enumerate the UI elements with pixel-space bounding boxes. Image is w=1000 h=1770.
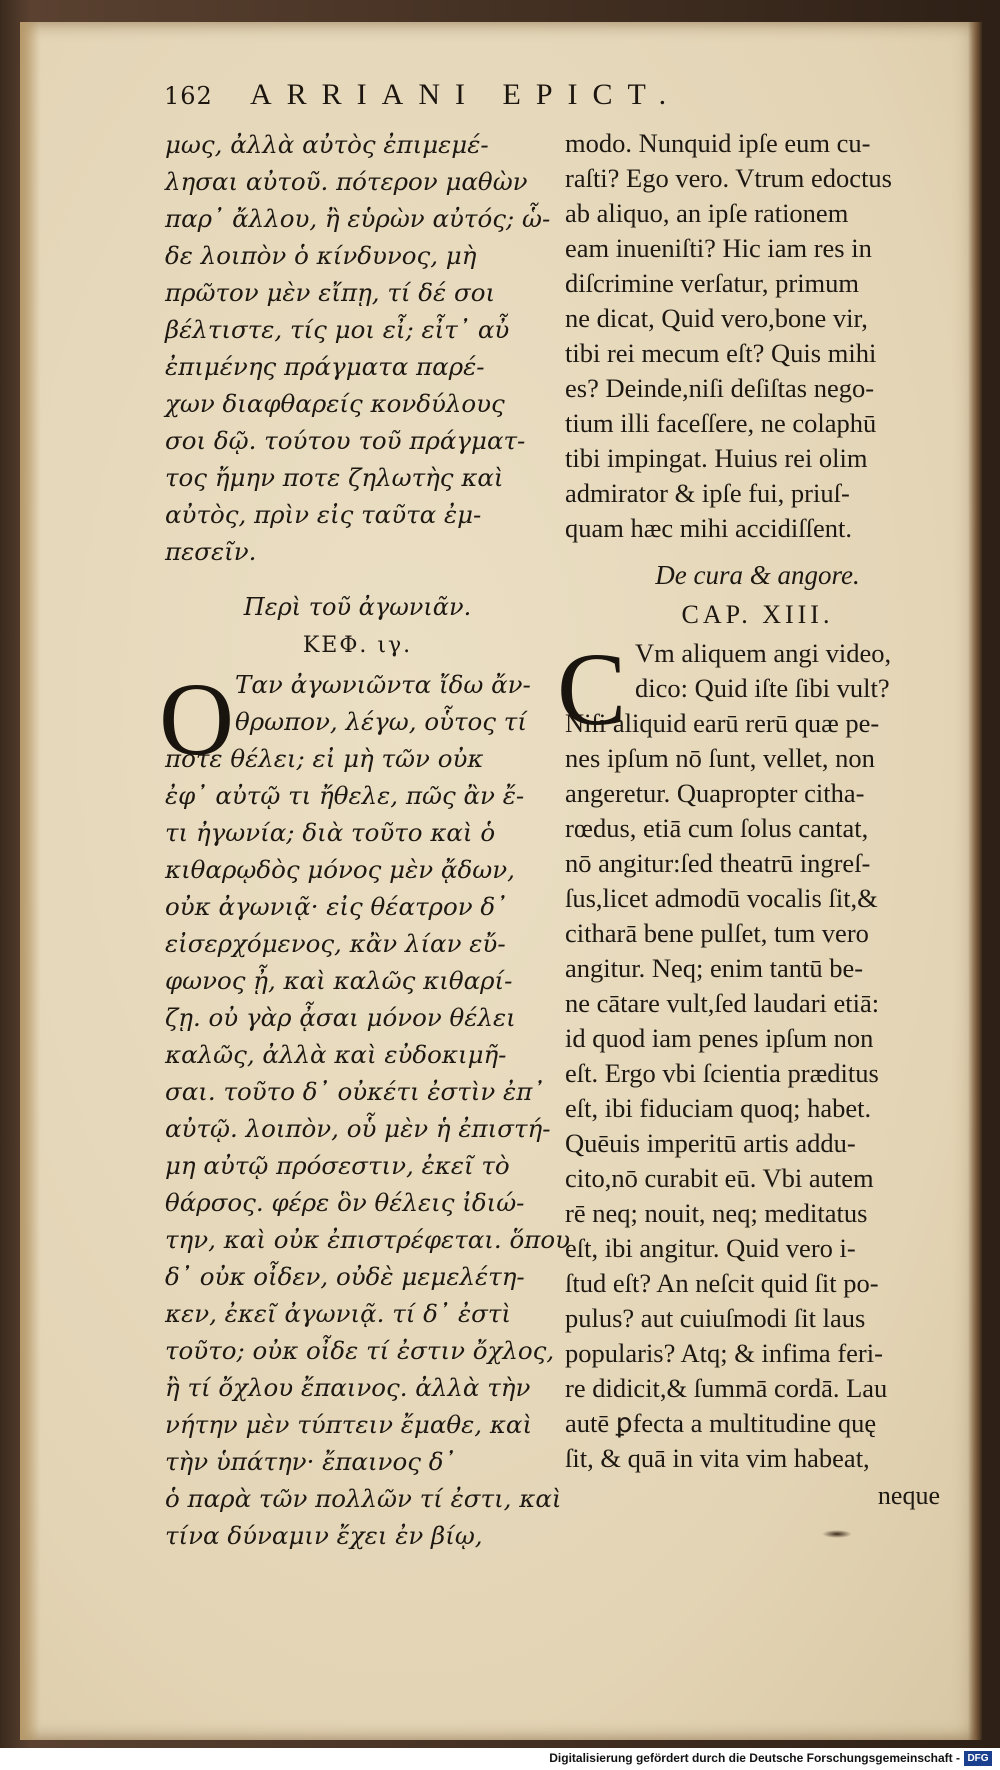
text-line: eſt, ibi fiduciam quoq; habet. bbox=[565, 1093, 872, 1123]
ink-blot bbox=[822, 1530, 852, 1538]
text-line: κεν, ἐκεῖ ἀγωνιᾷ. τί δ᾽ ἐστὶ bbox=[165, 1299, 511, 1328]
text-line: δε λοιπὸν ὁ κίνδυνος, μὴ bbox=[165, 241, 477, 270]
text-line: τι ἠγωνία; διὰ τοῦτο καὶ ὁ bbox=[165, 818, 496, 847]
text-line: ποτε θέλει; εἰ μὴ τῶν οὐκ bbox=[165, 744, 484, 773]
text-line: εἰσερχόμενος, κἂν λίαν εὔ- bbox=[165, 929, 506, 958]
dfg-logo: DFG bbox=[964, 1751, 992, 1766]
text-line: dico: Quid iſte ſibi vult? bbox=[635, 673, 890, 703]
text-line: quam hæc mihi accidiſſent. bbox=[565, 513, 853, 543]
text-line: popularis? Atq; & infima feri- bbox=[565, 1338, 883, 1368]
text-line: nes ipſum nō ſunt, vellet, non bbox=[565, 743, 875, 773]
text-line: Quēuis imperitū artis addu- bbox=[565, 1128, 856, 1158]
text-line: τίνα δύναμιν ἔχει ἐν βίῳ, bbox=[165, 1521, 483, 1550]
text-line: οὐκ ἀγωνιᾷ· εἰς θέατρον δ᾽ bbox=[165, 892, 508, 921]
text-line: eſt, ibi angitur. Quid vero i- bbox=[565, 1233, 856, 1263]
text-line: βέλτιστε, τίς μοι εἶ; εἶτ᾽ αὖ bbox=[165, 315, 510, 344]
text-line: μη αὐτῷ πρόσεστιν, ἐκεῖ τὸ bbox=[165, 1151, 510, 1180]
text-line: ſit, & quā in vita vim habeat, bbox=[565, 1443, 870, 1473]
latin-section-title: De cura & angore. bbox=[655, 560, 860, 590]
text-line: angitur. Neq; enim tantū be- bbox=[565, 953, 864, 983]
text-line: Niſi aliquid earū rerū quæ pe- bbox=[565, 708, 880, 738]
text-line: citharā bene pulſet, tum vero bbox=[565, 918, 869, 948]
text-line: ἢ τί ὄχλου ἔπαινος. ἀλλὰ τὴν bbox=[165, 1373, 531, 1402]
text-line: ſus,licet admodū vocalis ſit,& bbox=[565, 883, 878, 913]
text-line: ſtud eſt? An neſcit quid ſit po- bbox=[565, 1268, 879, 1298]
text-line: τὴν ὑπάτην· ἔπαινος δ᾽ bbox=[165, 1447, 456, 1476]
text-line: eſt. Ergo vbi ſcientia præditus bbox=[565, 1058, 879, 1088]
text-line: μως, ἀλλὰ αὐτὸς ἐπιμεμέ- bbox=[165, 130, 489, 159]
text-line: raſti? Ego vero. Vtrum edoctus bbox=[565, 163, 892, 193]
text-line: nō angitur:ſed theatrū ingreſ- bbox=[565, 848, 871, 878]
text-line: admirator & ipſe fui, priuſ- bbox=[565, 478, 850, 508]
text-line: κιθαρῳδὸς μόνος μὲν ᾄδων, bbox=[165, 855, 515, 884]
text-line: eam inueniſti? Hic iam res in bbox=[565, 233, 872, 263]
latin-chapter-label: CAP. XIII. bbox=[681, 600, 834, 629]
text-line: ne cātare vult,ſed laudari etiā: bbox=[565, 988, 880, 1018]
text-line: θάρσος. φέρε ὃν θέλεις ἰδιώ- bbox=[165, 1188, 525, 1217]
text-line: cito,nō curabit eū. Vbi autem bbox=[565, 1163, 874, 1193]
page-gutter-shadow bbox=[20, 22, 40, 1740]
catchword: neque bbox=[877, 1481, 940, 1510]
text-line: Vm aliquem angi video, bbox=[635, 638, 892, 668]
greek-section-title: Περὶ τοῦ ἀγωνιᾶν. bbox=[243, 593, 472, 621]
running-head: ARRIANI EPICT. bbox=[250, 78, 682, 111]
text-line: ὁ παρὰ τῶν πολλῶν τί ἐστι, καὶ bbox=[165, 1484, 562, 1513]
text-line: παρ᾽ ἄλλου, ἢ εὑρὼν αὐτός; ὧ- bbox=[165, 204, 551, 233]
digitization-footer bbox=[0, 1748, 1000, 1770]
greek-chapter-body bbox=[159, 662, 570, 1554]
page-header bbox=[164, 78, 924, 118]
text-line: φωνος ᾖ, καὶ καλῶς κιθαρί- bbox=[165, 966, 513, 995]
text-line: πρῶτον μὲν εἴπῃ, τί δέ σοι bbox=[165, 278, 496, 307]
text-line: ne dicat, Quid vero,bone vir, bbox=[565, 303, 868, 333]
text-line: τοῦτο; οὐκ οἶδε τί ἐστιν ὄχλος, bbox=[165, 1336, 555, 1365]
page-number: 162 bbox=[164, 82, 213, 110]
greek-dropcap: Ο bbox=[159, 662, 235, 777]
text-line: Ταν ἀγωνιῶντα ἴδω ἄν- bbox=[235, 670, 531, 699]
latin-text-block-top bbox=[565, 126, 950, 546]
text-line: rē neq; nouit, neq; meditatus bbox=[565, 1198, 868, 1228]
text-line: tium illi faceſſere, ne colaphū bbox=[565, 408, 877, 438]
footer-credit: Digitalisierung gefördert durch die Deutsche Forschungsgemeinschaft - bbox=[549, 1751, 960, 1765]
text-line: pulus? aut cuiuſmodi ſit laus bbox=[565, 1303, 866, 1333]
text-line: id quod iam penes ipſum non bbox=[565, 1023, 874, 1053]
text-line: χων διαφθαρείς κονδύλους bbox=[165, 389, 505, 418]
text-line: σαι. τοῦτο δ᾽ οὐκέτι ἐστὶν ἐπ᾽ bbox=[165, 1077, 545, 1106]
greek-chapter-label: ΚΕΦ. ιγ. bbox=[302, 633, 413, 658]
text-line: νήτην μὲν τύπτειν ἔμαθε, καὶ bbox=[165, 1410, 533, 1439]
text-line: rœdus, etiā cum ſolus cantat, bbox=[565, 813, 869, 843]
text-line: καλῶς, ἀλλὰ καὶ εὐδοκιμῆ- bbox=[165, 1040, 507, 1069]
text-line: πεσεῖν. bbox=[165, 537, 257, 566]
text-line: ζῃ. οὐ γὰρ ᾆσαι μόνον θέλει bbox=[165, 1003, 516, 1032]
text-line: σοι δῷ. τούτου τοῦ πράγματ- bbox=[165, 426, 526, 455]
latin-column bbox=[557, 126, 950, 1516]
latin-chapter-body bbox=[557, 632, 950, 1476]
text-line: diſcrimine verſatur, primum bbox=[565, 268, 860, 298]
text-line: es? Deinde,niſi deſiſtas nego- bbox=[565, 373, 875, 403]
text-line: λησαι αὐτοῦ. πότερον μαθὼν bbox=[165, 167, 528, 196]
text-line: την, καὶ οὐκ ἐπιστρέφεται. ὅπου bbox=[165, 1225, 570, 1254]
page-edge-shadow bbox=[968, 22, 982, 1740]
greek-text-block-top bbox=[165, 126, 550, 570]
text-line: ab aliquo, an ipſe rationem bbox=[565, 198, 849, 228]
text-line: tibi impingat. Huius rei olim bbox=[565, 443, 868, 473]
text-line: tibi rei mecum eſt? Quis mihi bbox=[565, 338, 877, 368]
text-line: angeretur. Quapropter citha- bbox=[565, 778, 865, 808]
text-line: re didicit,& ſummā cordā. Lau bbox=[565, 1373, 888, 1403]
text-line: αὐτὸς, πρὶν εἰς ταῦτα ἐμ- bbox=[165, 500, 482, 529]
greek-column bbox=[159, 126, 570, 1554]
text-line: τος ἤμην ποτε ζηλωτὴς καὶ bbox=[165, 463, 504, 492]
text-line: autē ꝑfecta a multitudine quę bbox=[565, 1408, 877, 1438]
text-line: δ᾽ οὐκ οἶδεν, οὐδὲ μεμελέτη- bbox=[165, 1262, 525, 1291]
latin-dropcap: C bbox=[557, 632, 627, 747]
text-line: αὐτῷ. λοιπὸν, οὗ μὲν ἡ ἐπιστή- bbox=[165, 1114, 551, 1143]
text-line: ἐπιμένης πράγματα παρέ- bbox=[165, 352, 485, 381]
text-line: modo. Nunquid ipſe eum cu- bbox=[565, 128, 871, 158]
text-line: ἐφ᾽ αὐτῷ τι ἤθελε, πῶς ἂν ἔ- bbox=[165, 781, 525, 810]
text-line: θρωπον, λέγω, οὗτος τί bbox=[235, 707, 527, 736]
